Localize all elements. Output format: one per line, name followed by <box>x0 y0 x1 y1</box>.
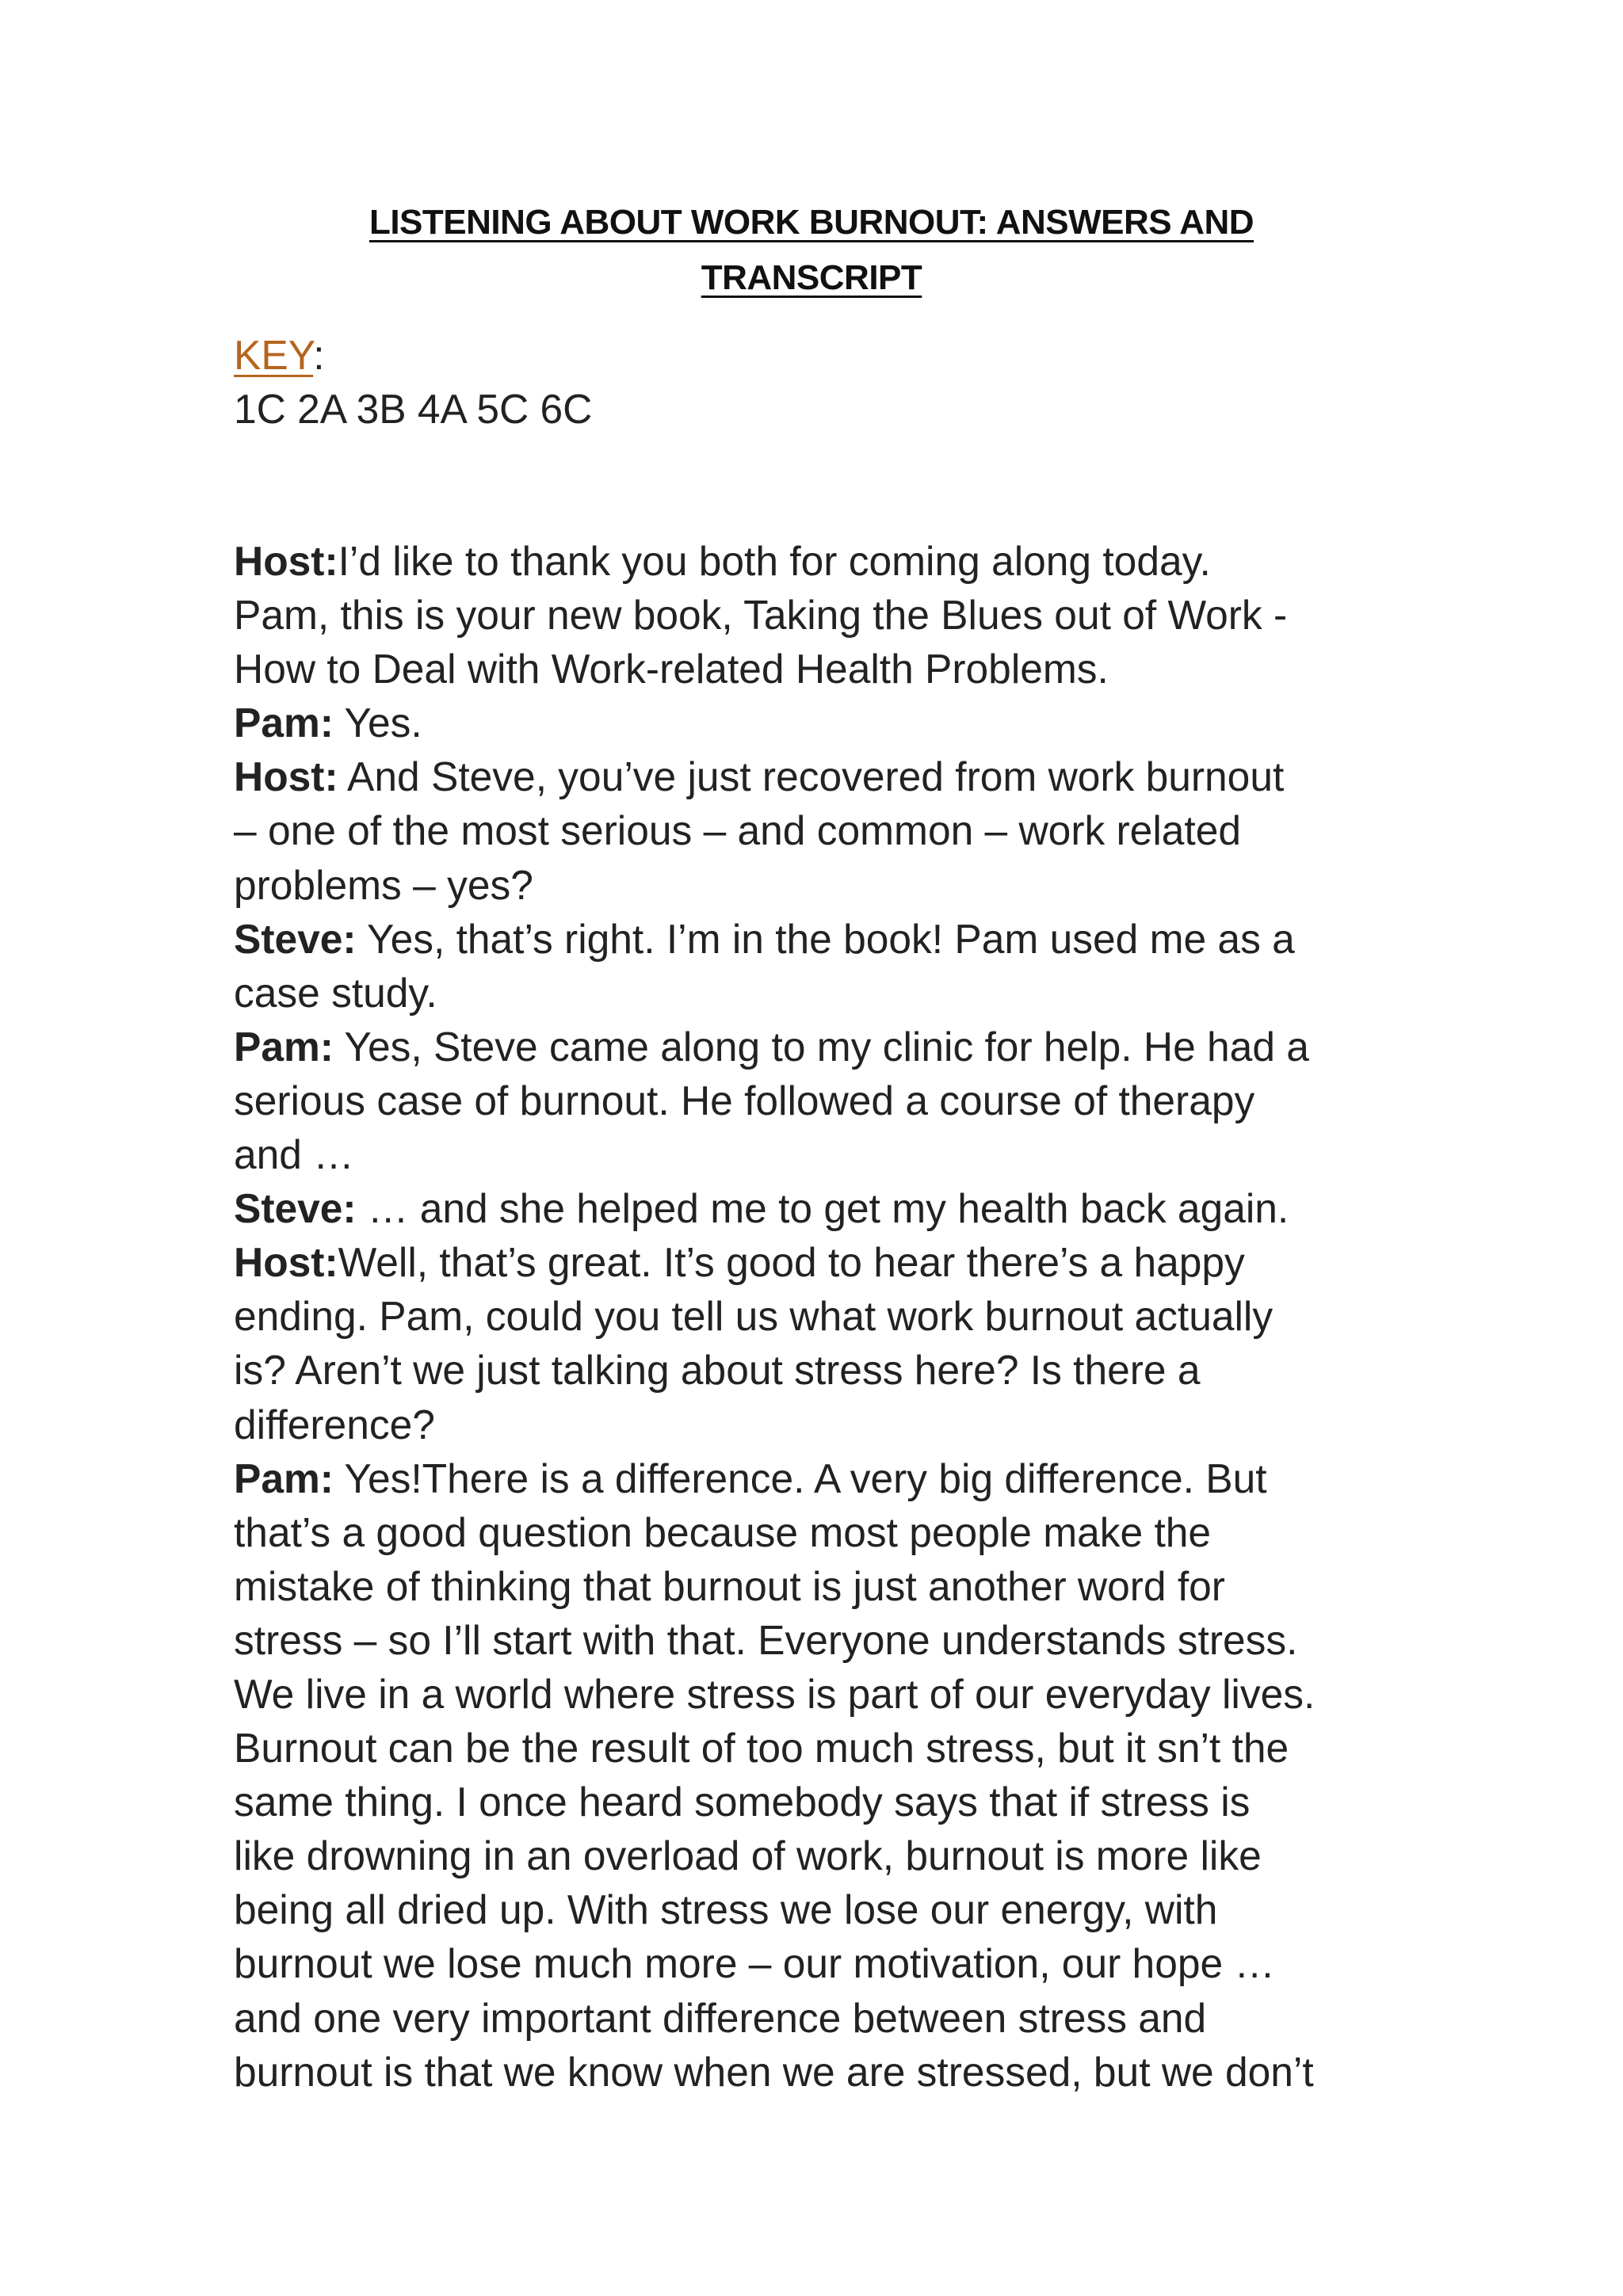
transcript-text: Well, that’s great. It’s good to hear there’s a happy <box>338 1239 1245 1286</box>
transcript-line <box>234 1991 1315 2045</box>
speaker-label: Steve: <box>234 1185 357 1232</box>
transcript-text: Pam, this is your new book, Taking the Blues out of Work - <box>234 592 1288 639</box>
transcript-line <box>234 696 1315 749</box>
transcript-text: Yes. <box>333 700 422 746</box>
transcript-line <box>234 1613 1315 1667</box>
speaker-label: Pam: <box>234 1023 334 1070</box>
speaker-label: Host: <box>234 1239 338 1286</box>
transcript-line <box>234 588 1315 642</box>
transcript-text: mistake of thinking that burnout is just another word for <box>234 1562 1225 1609</box>
transcript-line <box>234 534 1315 588</box>
key-colon: : <box>313 332 325 378</box>
transcript-text: Yes, Steve came along to my clinic for help. He had a <box>333 1023 1309 1070</box>
transcript-text: burnout we lose much more – our motivation, our hope … <box>234 1940 1275 1987</box>
transcript-text: How to Deal with Work-related Health Problems. <box>234 646 1109 692</box>
transcript <box>234 534 1315 2099</box>
transcript-line <box>234 1398 1315 1451</box>
transcript-line <box>234 1235 1315 1289</box>
speaker-label: Pam: <box>234 700 334 746</box>
transcript-text: I’d like to thank you both for coming along today. <box>338 538 1211 584</box>
transcript-line <box>234 1020 1315 1074</box>
transcript-line <box>234 858 1315 912</box>
transcript-line <box>234 1775 1315 1829</box>
transcript-text: same thing. I once heard somebody says that if stress is <box>234 1779 1251 1825</box>
transcript-text: and one very important difference between stress and <box>234 1994 1207 2041</box>
transcript-line <box>234 1127 1315 1181</box>
transcript-text: serious case of burnout. He followed a course of therapy <box>234 1077 1255 1123</box>
transcript-line <box>234 1343 1315 1397</box>
transcript-line <box>234 966 1315 1020</box>
key-answers: 1C 2A 3B 4A 5C 6C <box>234 386 593 432</box>
transcript-line <box>234 1289 1315 1343</box>
transcript-line <box>234 1505 1315 1559</box>
transcript-text: being all dried up. With stress we lose our energy, with <box>234 1886 1218 1933</box>
speaker-label: Host: <box>234 538 338 584</box>
transcript-text: case study. <box>234 969 437 1016</box>
transcript-text: stress – so I’ll start with that. Everyone understands stress. <box>234 1616 1298 1663</box>
transcript-text: ending. Pam, could you tell us what work burnout actually <box>234 1293 1274 1340</box>
transcript-text: that’s a good question because most people make the <box>234 1508 1212 1555</box>
transcript-line <box>234 1829 1315 1882</box>
transcript-text: And Steve, you’ve just recovered from work burnout <box>338 753 1285 800</box>
transcript-text: burnout is that we know when we are stressed, but we don’t <box>234 2048 1314 2095</box>
transcript-line <box>234 1451 1315 1505</box>
transcript-text: Burnout can be the result of too much stress, but it sn’t the <box>234 1725 1289 1772</box>
transcript-text: and … <box>234 1131 354 1178</box>
transcript-line <box>234 1721 1315 1775</box>
transcript-line <box>234 1882 1315 1936</box>
document-title-line-2: TRANSCRIPT <box>701 258 922 297</box>
transcript-line <box>234 803 1315 857</box>
transcript-text: problems – yes? <box>234 861 533 908</box>
speaker-label: Pam: <box>234 1455 334 1501</box>
document-title-line-1: LISTENING ABOUT WORK BURNOUT: ANSWERS AND <box>369 203 1254 242</box>
transcript-text: – one of the most serious – and common – work related <box>234 807 1242 854</box>
transcript-text: Yes!There is a difference. A very big difference. But <box>333 1455 1267 1501</box>
speaker-label: Steve: <box>234 915 357 962</box>
transcript-line <box>234 912 1315 966</box>
transcript-text: difference? <box>234 1401 435 1447</box>
transcript-line <box>234 1074 1315 1127</box>
transcript-line <box>234 2045 1315 2099</box>
transcript-text: is? Aren’t we just talking about stress here? Is there a <box>234 1347 1201 1394</box>
transcript-line <box>234 1559 1315 1613</box>
transcript-text: Yes, that’s right. I’m in the book! Pam used me as a <box>356 915 1295 962</box>
transcript-line <box>234 1181 1315 1235</box>
transcript-line <box>234 1936 1315 1990</box>
speaker-label: Host: <box>234 753 338 800</box>
transcript-line <box>234 642 1315 696</box>
key-heading <box>234 328 325 382</box>
transcript-text: We live in a world where stress is part of our everyday lives. <box>234 1670 1316 1717</box>
transcript-line <box>234 749 1315 803</box>
transcript-text: like drowning in an overload of work, burnout is more like <box>234 1833 1262 1879</box>
transcript-text: … and she helped me to get my health back again. <box>356 1185 1289 1232</box>
key-link[interactable]: KEY <box>234 332 314 378</box>
transcript-line <box>234 1667 1315 1721</box>
